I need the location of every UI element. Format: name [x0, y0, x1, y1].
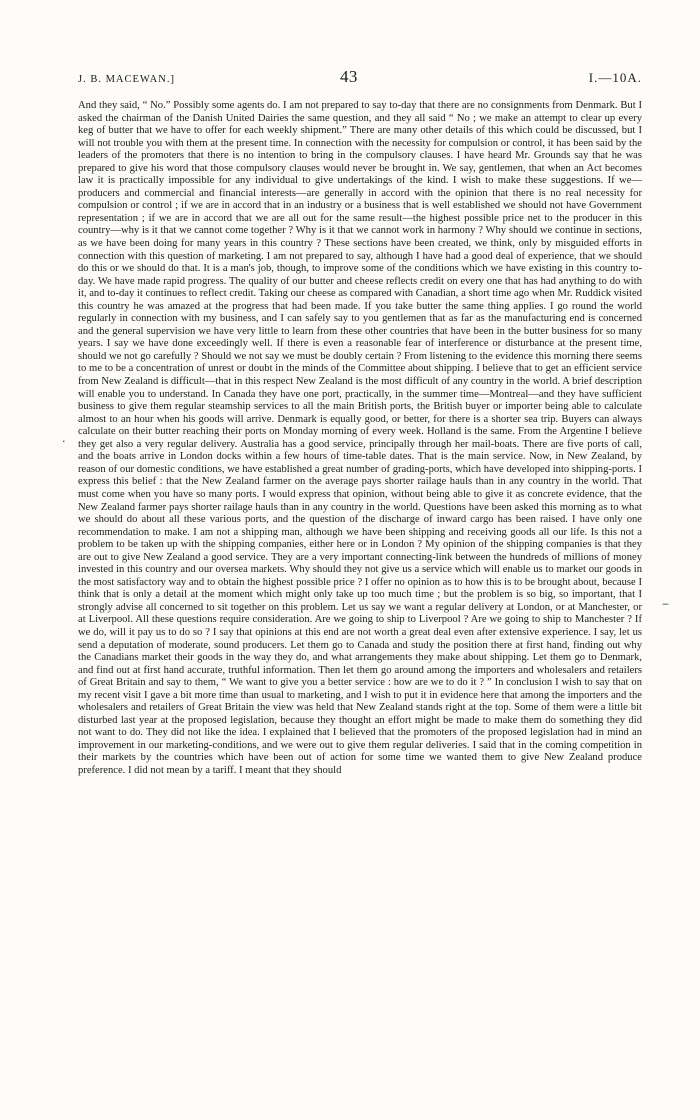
document-reference: I.—10A.: [588, 70, 642, 85]
body-text: [78, 100, 642, 778]
body-paragraph: And they said, “ No.” Possibly some agents do. I am not prepared to say to-day that there are no consignments from Denmark. But I asked the chairman of the Danish United Dairies the same question, and they all said “ No ; we make an attempt to clear up every keg of butter that we have to offer for each weekly shipment.” There are many other details of this which could be discussed, but I will not trouble you with them at the present time. In connection with the necessity for compulsion or control, it has been said by the leaders of the promoters that there is no intention to bring in the compulsory clauses. I have heard Mr. Grounds say that he was prepared to give his word that those compulsory clauses would never be brought in. We say, gentlemen, that when an Act becomes law it is practically impossible for any individual to give undertakings of the kind. I wish to make these suggestions. If we—producers and commercial and financial interests—are generally in accord with the opinion that there is no real necessity for compulsion or control ; if we are in accord that in an industry or a business that is well established we should not have Government representation ; if we are in accord that we are all out for the same result—the highest possible price net to the producer in this country—why is it that we cannot come together ? Why is it that we cannot work in harmony ? Why should we continue in sections, as we have been doing for many years in this country ? These sections have been created, we think, only by misguided efforts in connection with this question of marketing. I am not prepared to say, although I have had a good deal of experience, that we should do this or we should do that. It is a man's job, though, to improve some of the conditions which we have existing in this country to-day. We have made rapid progress. The quality of our butter and cheese reflects credit on every one that has had anything to do with it, and to-day it continues to reflect credit. Taking our cheese as compared with Canadian, a short time ago when Mr. Ruddick visited this country he was amazed at the progress that had been made. If you take butter the same thing applies. I go round the world regularly in connection with my business, and I can safely say to you gentlemen that as far as the manufacturing end is concerned and the general supervision we have very little to learn from these other countries that have been in the butter business for so many years. I say we have done exceedingly well. If there is even a reasonable fear of interference or disturbance at the present time, should we not go carefully ? Should we not say we must be doubly certain ? From listening to the evidence this morning there seems to me to be a concentration of unrest or doubt in the minds of the Committee about shipping. I believe that to get an efficient service from New Zealand is difficult—that in this respect New Zealand is the most difficult of any country in the world. A brief description will enable you to understand. In Canada they have one port, practically, in the summer time—Montreal—and they have sufficient business to give them regular steamship services to all the main British ports, the British buyer or importer being able to calculate almost to an hour when his goods will arrive. Denmark is equally good, or better, for there is a shorter sea trip. Buyers can always calculate on their butter reaching their ports on Monday morning of every week. Holland is the same. From the Argentine I believe they get also a very regular delivery. Australia has a good service, principally through her mail-boats. There are five ports of call, and the boats arrive in London docks within a few hours of time-table dates. That is the main service. Now, in New Zealand, by reason of our domestic conditions, we have established a great number of grading-ports, which have developed into shipping-ports. I express this belief : that the New Zealand farmer on the average pays shorter railage hauls than in any country in the world. That must come when you have so many ports. I would express that opinion, without being able to give it as concrete evidence, that the New Zealand farmer pays shorter railage hauls than in any country in the world. Questions have been asked this morning as to what we should do about all these various ports, and the question of the discharge of inward cargo has been raised. I have only one recommendation to make. I am not a shipping man, although we have been shipping and receiving goods all our life. Is this not a problem to be taken up with the shipping companies, either here or in London ? My opinion of the shipping companies is that they are out to give New Zealand a good service. They are a very important connecting-link between the hundreds of millions of money invested in this country and our oversea markets. Why should they not give us a service which will enable us to market our goods in the most satisfactory way and to obtain the highest possible price ? I offer no opinion as to how this is to be brought about, because I think that is only a detail at the moment which might only take up too much time ; but the problem is so big, so important, that I strongly advise all concerned to sit together on this problem. Let us say we want a regular delivery at London, or at Manchester, or at Liverpool. All these questions require consideration. Are we going to ship to Liverpool ? Are we going to ship to Manchester ? If we do, will it pay us to do so ? I say that opinions at this end are not worth a great deal even after extensive experience. I say, let us send a deputation of moderate, sound producers. Let them go to Canada and study the position there at first hand, finding out why the Canadians market their goods in the way they do, and what arrangements they make about shipping. Let them go to Denmark, and find out at first hand accurate, truthful information. Then let them go around among the importers and wholesalers and retailers of Great Britain and say to them, “ We want to give you a better service : how are we to do it ? ” In conclusion I wish to say that on my recent visit I gave a bit more time than usual to marketing, and I wish to put it in evidence here that among the importers and the wholesalers and retailers of Great Britain the view was held that New Zealand stands right at the top. Some of them were a little bit disturbed last year at the proposed legislation, because they thought an effort might be made to make them do something they did not want to do. They did not like the idea. I explained that I believed that the promoters of the proposed legislation had in mind an improvement in our marketing-conditions, and we were out to give them regular deliveries. I said that in the coming competition in their markets by the countries which have been out of action for some time we wanted them to give New Zealand produce preference. I did not mean by a tariff. I meant that they should: [78, 100, 642, 776]
margin-tick-mark: ‧: [62, 435, 66, 448]
margin-tick-mark: ‒: [662, 597, 669, 610]
page-number: 43: [340, 67, 358, 86]
page-header: [78, 67, 642, 90]
header-author: J. B. MACEWAN.]: [78, 74, 175, 85]
